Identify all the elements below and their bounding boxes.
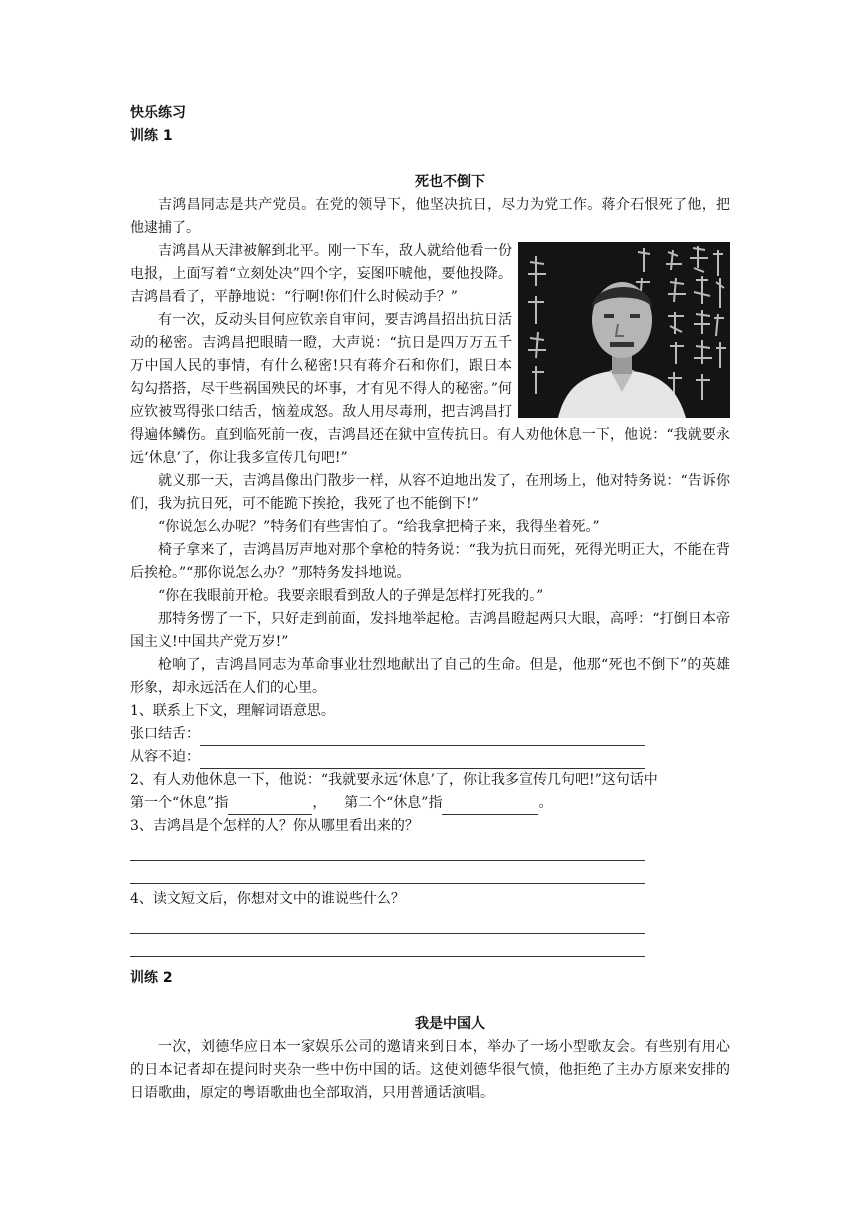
- answer-blank[interactable]: [200, 729, 645, 746]
- story1-paragraph: 吉鸿昌同志是共产党员。在党的领导下，他坚决抗日，尽力为党工作。蒋介石恨死了他，把他逮捕了。: [130, 197, 730, 236]
- story1-paragraph: “你在我眼前开枪。我要亲眼看到敌人的子弹是怎样打死我的。”: [158, 588, 544, 604]
- spacer: [130, 990, 730, 1013]
- question-1: 1、联系上下文，理解词语意思。: [130, 703, 335, 719]
- question-2-end: 。: [538, 795, 553, 811]
- question-2: 2、有人劝他休息一下，他说：“我就要永远‘休息’了，你让我多宣传几句吧!”这句话中: [130, 772, 658, 788]
- story1-paragraph: 就义那一天，吉鸿昌像出门散步一样，从容不迫地出发了，在刑场上，他对特务说：“告诉你们，我为抗日死，可不能跪下挨抢，我死了也不能倒下!”: [130, 473, 730, 512]
- answer-line[interactable]: [130, 911, 645, 934]
- story1-paragraph: 那特务愣了一下，只好走到前面，发抖地举起枪。吉鸿昌瞪起两只大眼，高呼：“打倒日本帝国主义!中国共产党万岁!”: [130, 611, 730, 650]
- question-1-term2: 从容不迫：: [130, 749, 200, 765]
- story2-title: 我是中国人: [415, 1016, 485, 1032]
- spacer: [130, 957, 730, 967]
- story1-paragraph: 枪响了，吉鸿昌同志为革命事业壮烈地献出了自己的生命。但是，他那“死也不倒下”的英雄形象，却永远活在人们的心里。: [130, 657, 730, 696]
- story1-paragraph: 吉鸿昌从天津被解到北平。刚一下车，敌人就给他看一份电报，上面写着“立刻处决”四个字，妄图吓唬他，要他投降。吉鸿昌看了，平静地说：“行啊!你们什么时候动手？”: [130, 243, 512, 305]
- question-3: 3、吉鸿昌是个怎样的人？你从哪里看出来的？: [130, 818, 419, 834]
- answer-line[interactable]: [130, 861, 645, 884]
- answer-line[interactable]: [130, 934, 645, 957]
- question-2-part2: ， 第二个“休息”指: [312, 795, 443, 811]
- training2-label: 训练 2: [130, 970, 173, 986]
- section-heading: 快乐练习: [130, 105, 186, 121]
- training1-label: 训练 1: [130, 128, 173, 144]
- story1-paragraph: 有一次，反动头目何应钦亲自审问，要吉鸿昌招出抗日活动的秘密。吉鸿昌把眼睛一瞪，大声说：“抗日是四万万五千万中国人民的事情，有什么秘密!只有蒋介石和你们，跟日本勾勾搭搭，尽干些祸国殃民的坏事，才有见不得人的秘密。”何应钦被骂得张口结舌，恼羞成怒。敌人用尽毒刑，把吉鸿昌打得遍体鳞伤。直到临死前一夜，吉鸿昌还在狱中宣传抗日。有人劝他休息一下，他说：“我就要永远‘休息’了，你让我多宣传几句吧!”: [130, 312, 730, 466]
- question-1-term-row: [130, 723, 730, 746]
- question-1-term-row: [130, 746, 730, 769]
- answer-blank[interactable]: [200, 752, 645, 769]
- document-body: [130, 102, 730, 1105]
- question-2-part1: 第一个“休息”指: [130, 795, 229, 811]
- story1-title: 死也不倒下: [415, 174, 485, 190]
- answer-blank[interactable]: [228, 798, 312, 815]
- spacer: [130, 148, 730, 171]
- question-2-fill-row: [130, 792, 730, 815]
- story1-paragraph: “你说怎么办呢？”特务们有些害怕了。“给我拿把椅子来，我得坐着死。”: [158, 519, 600, 535]
- answer-blank[interactable]: [442, 798, 538, 815]
- portrait-photo-drawing: [518, 242, 730, 418]
- answer-line[interactable]: [130, 838, 645, 861]
- question-1-term1: 张口结舌：: [130, 726, 200, 742]
- story1-paragraph: 椅子拿来了，吉鸿昌厉声地对那个拿枪的特务说：“我为抗日而死，死得光明正大，不能在背后挨枪。”“那你说怎么办？”那特务发抖地说。: [130, 542, 730, 581]
- portrait-photo: [518, 242, 730, 418]
- story2-paragraph: 一次，刘德华应日本一家娱乐公司的邀请来到日本，举办了一场小型歌友会。有些别有用心的日本记者却在提问时夹杂一些中伤中国的话。这使刘德华很气愤，他拒绝了主办方原来安排的日语歌曲，原定的粤语歌曲也全部取消，只用普通话演唱。: [130, 1039, 730, 1101]
- question-4: 4、读文短文后，你想对文中的谁说些什么？: [130, 891, 405, 907]
